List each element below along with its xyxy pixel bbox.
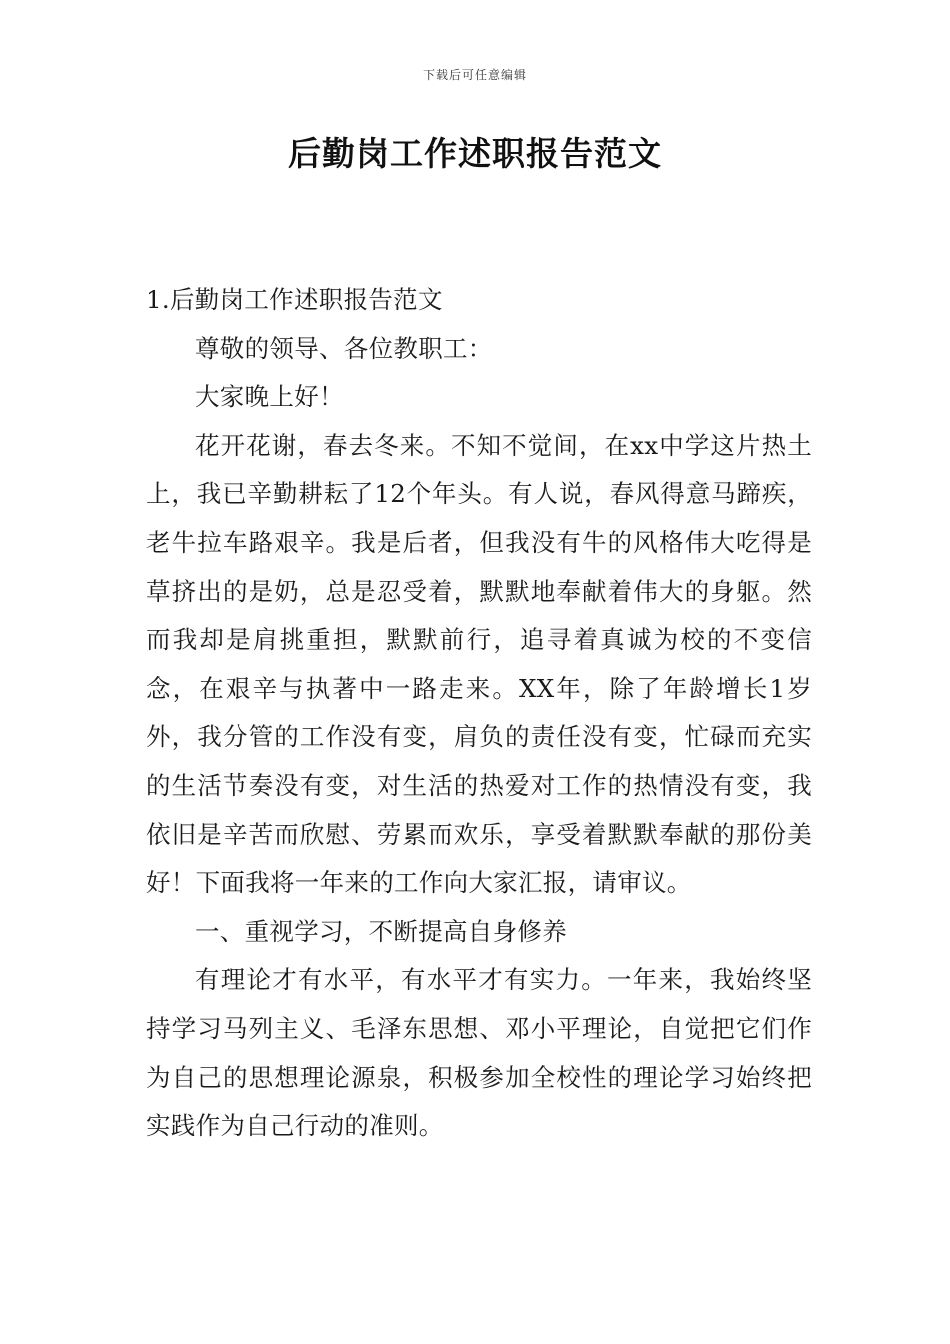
salutation: 尊敬的领导、各位教职工： <box>195 333 493 363</box>
subheading-1: 一、重视学习，不断提高自身修养 <box>195 916 567 946</box>
body-paragraph-1: 花开花谢，春去冬来。不知不觉间，在xx中学这片热土上，我已辛勤耕耘了12个年头。有人说，春风得意马蹄疾，老牛拉车路艰辛。我是后者，但我没有牛的风格伟大吃得是草挤出的是奶，总是忍受着，默默地奉献着伟大的身躯。然而我却是肩挑重担，默默前行，追寻着真诚为校的不变信念，在艰辛与执著中一路走来。XX年，除了年龄增长1岁外，我分管的工作没有变，肩负的责任没有变，忙碌而充实的生活节奏没有变，对生活的热爱对工作的热情没有变，我依旧是辛苦而欣慰、劳累而欢乐，享受着默默奉献的那份美好！下面我将一年来的工作向大家汇报，请审议。 <box>146 430 812 898</box>
body-paragraph-2: 有理论才有水平，有水平才有实力。一年来，我始终坚持学习马列主义、毛泽东思想、邓小平理论，自觉把它们作为自己的思想理论源泉，积极参加全校性的理论学习始终把实践作为自己行动的准则。 <box>146 965 812 1141</box>
document-title: 后勤岗工作述职报告范文 <box>288 134 662 173</box>
section-heading: 1.后勤岗工作述职报告范文 <box>146 285 443 314</box>
document-body <box>146 276 812 1151</box>
page-header-note: 下载后可任意编辑 <box>422 68 527 82</box>
greeting: 大家晚上好！ <box>195 382 344 412</box>
